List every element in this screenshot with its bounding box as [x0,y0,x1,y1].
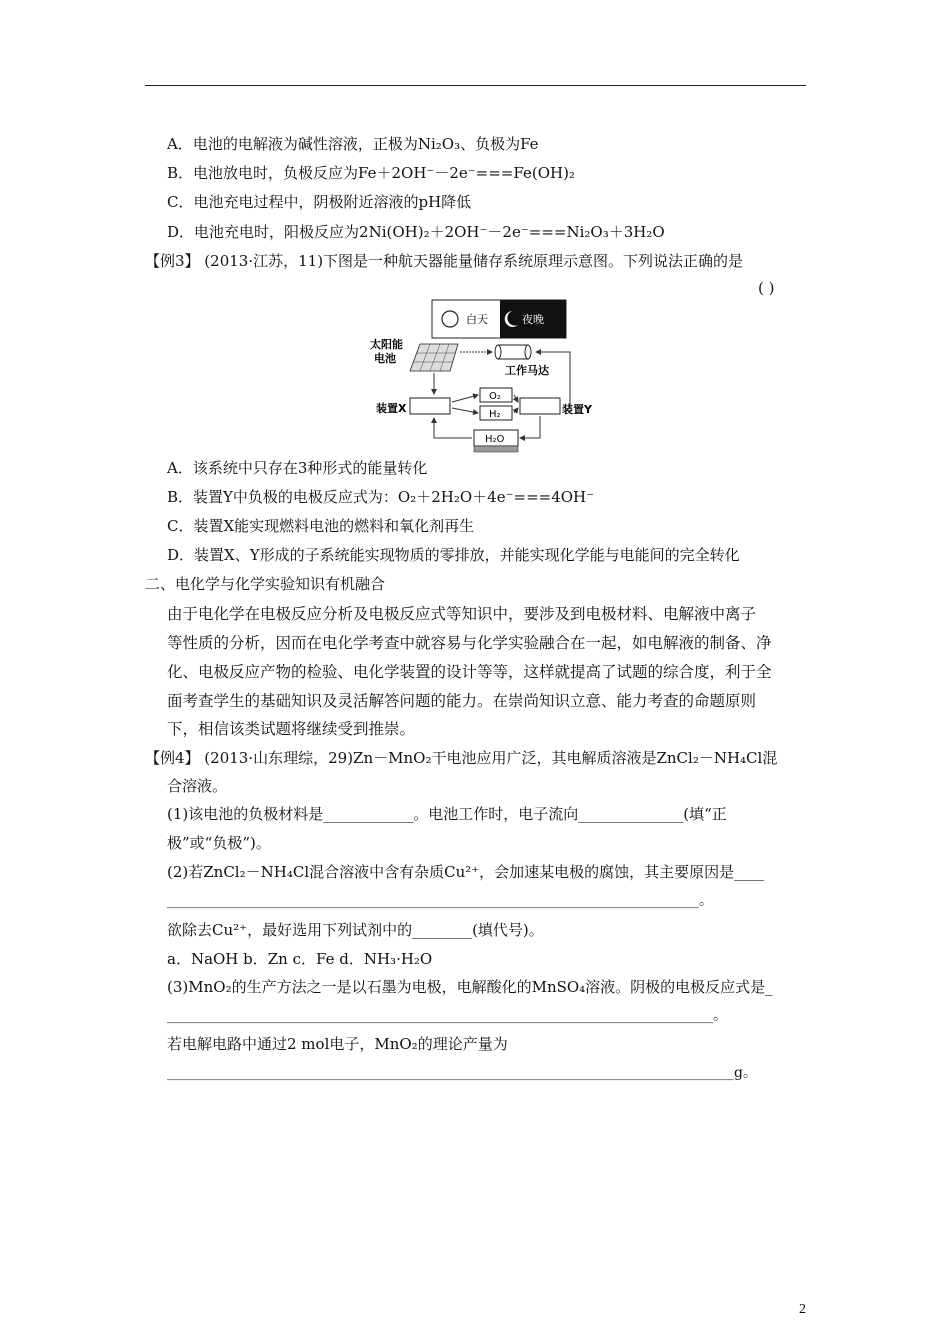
question-1-line-1: (1)该电池的负极材料是____________。电池工作时，电子流向______________(填“正 [167,805,727,823]
question-2-line-3: 欲除去Cu²⁺，最好选用下列试剂中的________(填代号)。 [167,921,544,939]
h2o-tank-base [474,446,518,452]
arrow-x-h2 [452,408,478,413]
solar-panel-icon [410,344,458,371]
night-label: 夜晚 [522,313,544,326]
paragraph-line-4: 面考查学生的基础知识及灵活解答问题的能力。在崇尚知识立意、能力考查的命题原则 [167,692,757,710]
motor-label: 工作马达 [505,364,549,377]
option-a-1: A．电池的电解液为碱性溶液，正极为Ni₂O₃、负极为Fe [167,135,539,153]
o2-label: O₂ [489,391,501,402]
arrow-y-h2o [520,416,540,438]
h2o-label: H₂O [485,434,505,445]
arrow-h2-y [514,408,518,413]
option-b-3: B．装置Y中负极的电极反应式为：O₂＋2H₂O＋4e⁻===4OH⁻ [167,488,595,506]
question-2-options: a．NaOH b．Zn c．Fe d．NH₃·H₂O [167,950,433,968]
question-3-blank-1: ______________________________________________________________________________。 [167,1008,727,1024]
arrow-x-o2 [452,395,478,402]
paragraph-line-3: 化、电极反应产物的检验、电化学装置的设计等等，这样就提高了试题的综合度，利于全 [167,663,772,681]
option-c-1: C．电池充电过程中，阴极附近溶液的pH降低 [167,193,472,211]
header-rule [145,85,806,86]
option-d-3: D．装置X、Y形成的子系统能实现物质的零排放，并能实现化学能与电能间的完全转化 [167,546,740,564]
device-y-label: 装置Y [562,403,592,416]
option-c-3: C．装置X能实现燃料电池的燃料和氧化剂再生 [167,517,475,535]
question-3-line-3: 若电解电路中通过2 mol电子，MnO₂的理论产量为 [167,1035,508,1053]
example-4-heading: 【例4】 (2013·山东理综，29)Zn－MnO₂干电池应用广泛，其电解质溶液是ZnCl₂－NH₄Cl混 [145,749,778,767]
paragraph-line-5: 下，相信该类试题将继续受到推崇。 [167,720,416,738]
answer-paren: ( ) [758,279,775,297]
example-3-heading: 【例3】 (2013·江苏，11)下图是一种航天器能量储存系统原理示意图。下列说法正确的是 [145,252,744,270]
motor-icon [495,345,531,359]
paragraph-line-1: 由于电化学在电极反应分析及电极反应式等知识中，要涉及到电极材料、电解液中离子 [167,605,757,623]
page-number: 2 [799,1302,806,1317]
solar-label-2: 电池 [374,352,396,365]
h2-label: H₂ [489,409,501,420]
question-3-line-1: (3)MnO₂的生产方法之一是以石墨为电极，电解酸化的MnSO₄溶液。阴极的电极反应式是_ [167,978,773,996]
option-b-1: B．电池放电时，负极反应为Fe＋2OH⁻－2e⁻===Fe(OH)₂ [167,164,575,182]
section-2-heading: 二、电化学与化学实验知识有机融合 [145,575,386,593]
paragraph-line-2: 等性质的分析，因而在电化学考查中就容易与化学实验融合在一起，如电解液的制备、净 [167,634,772,652]
device-y-box [520,398,560,414]
example-4-cont: 合溶液。 [167,777,228,795]
question-1-line-2: 极”或“负极”)。 [167,834,271,852]
question-3-blank-2: _________________________________________________________________________________g。 [167,1065,757,1081]
device-x-label: 装置X [376,402,407,415]
arrow-h2o-x [434,418,472,438]
energy-storage-diagram [370,296,600,460]
question-2-blank: ____________________________________________________________________________。 [167,893,713,909]
arrow-o2-y [514,395,518,402]
solar-label-1: 太阳能 [370,338,403,351]
day-label: 白天 [466,313,488,326]
question-2-line-1: (2)若ZnCl₂－NH₄Cl混合溶液中含有杂质Cu²⁺，会加速某电极的腐蚀，其主要原因是____ [167,863,765,881]
option-d-1: D．电池充电时，阳极反应为2Ni(OH)₂＋2OH⁻－2e⁻===Ni₂O₃＋3H₂O [167,223,665,241]
option-a-3: A．该系统中只存在3种形式的能量转化 [167,459,428,477]
device-x-box [410,398,450,414]
